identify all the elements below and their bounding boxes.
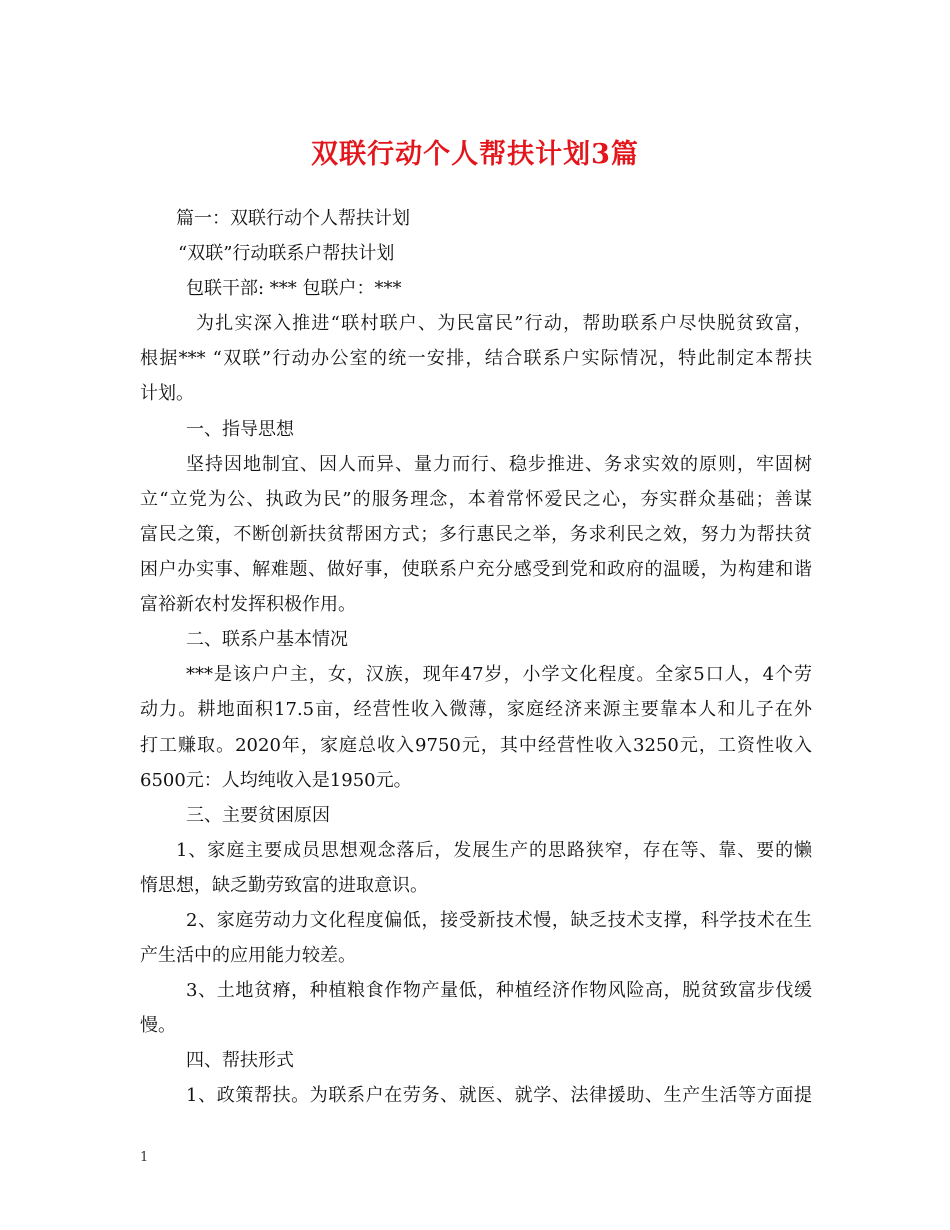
- section-heading-guiding-ideology: 一、指导思想: [186, 419, 294, 440]
- paragraph-line: 惰思想，缺乏勤劳致富的进取意识。: [140, 875, 428, 896]
- paragraph-line: 立“立党为公、执政为民”的服务理念，本着常怀爱民之心，夯实群众基础；善谋: [140, 489, 812, 510]
- paragraph-line: 6500元：人均纯收入是1950元。: [140, 770, 412, 791]
- section-heading-poverty-causes: 三、主要贫困原因: [186, 805, 330, 826]
- paragraph-line: 为扎实深入推进“联村联户、为民富民”行动，帮助联系户尽快脱贫致富，: [196, 313, 812, 334]
- paragraph-line: 计划。: [140, 383, 194, 404]
- paragraph-line: 根据*** “双联”行动办公室的统一安排，结合联系户实际情况，特此制定本帮扶: [140, 348, 812, 369]
- section-heading-part-one: 篇一：双联行动个人帮扶计划: [176, 208, 410, 229]
- paragraph-line: 坚持因地制宜、因人而异、量力而行、稳步推进、务求实效的原则，牢固树: [186, 454, 812, 475]
- document-title: 双联行动个人帮扶计划3篇: [311, 139, 639, 170]
- page-number: 1: [140, 1150, 149, 1165]
- paragraph-line: 1、政策帮扶。为联系户在劳务、就医、就学、法律援助、生产生活等方面提: [186, 1085, 812, 1106]
- paragraph-line: 困户办实事、解难题、做好事，使联系户充分感受到党和政府的温暖，为构建和谐: [140, 559, 812, 580]
- paragraph-line: 产生活中的应用能力较差。: [140, 945, 356, 966]
- paragraph-line: 3、土地贫瘠，种植粮食作物产量低，种植经济作物风险高，脱贫致富步伐缓: [186, 980, 812, 1001]
- paragraph-line: 2、家庭劳动力文化程度偏低，接受新技术慢，缺乏技术支撑，科学技术在生: [186, 910, 812, 931]
- section-heading-household-info: 二、联系户基本情况: [186, 629, 348, 650]
- paragraph-line: 富民之策，不断创新扶贫帮困方式；多行惠民之举，务求利民之效，努力为帮扶贫: [140, 524, 812, 545]
- paragraph-line: 1、家庭主要成员思想观念落后，发展生产的思路狭窄，存在等、靠、要的懒: [176, 840, 812, 861]
- paragraph-line: ***是该户户主，女，汉族，现年47岁，小学文化程度。全家5口人，4个劳: [186, 664, 812, 685]
- cadre-household-line: 包联干部: *** 包联户：***: [186, 278, 402, 299]
- paragraph-line: 富裕新农村发挥积极作用。: [140, 594, 356, 615]
- section-heading-assistance-forms: 四、帮扶形式: [186, 1050, 294, 1071]
- paragraph-line: 慢。: [140, 1015, 176, 1036]
- plan-subtitle: “双联”行动联系户帮扶计划: [178, 243, 395, 264]
- paragraph-line: 动力。耕地面积17.5亩，经营性收入微薄，家庭经济来源主要靠本人和儿子在外: [140, 699, 812, 720]
- paragraph-line: 打工赚取。2020年，家庭总收入9750元，其中经营性收入3250元，工资性收入: [140, 735, 812, 756]
